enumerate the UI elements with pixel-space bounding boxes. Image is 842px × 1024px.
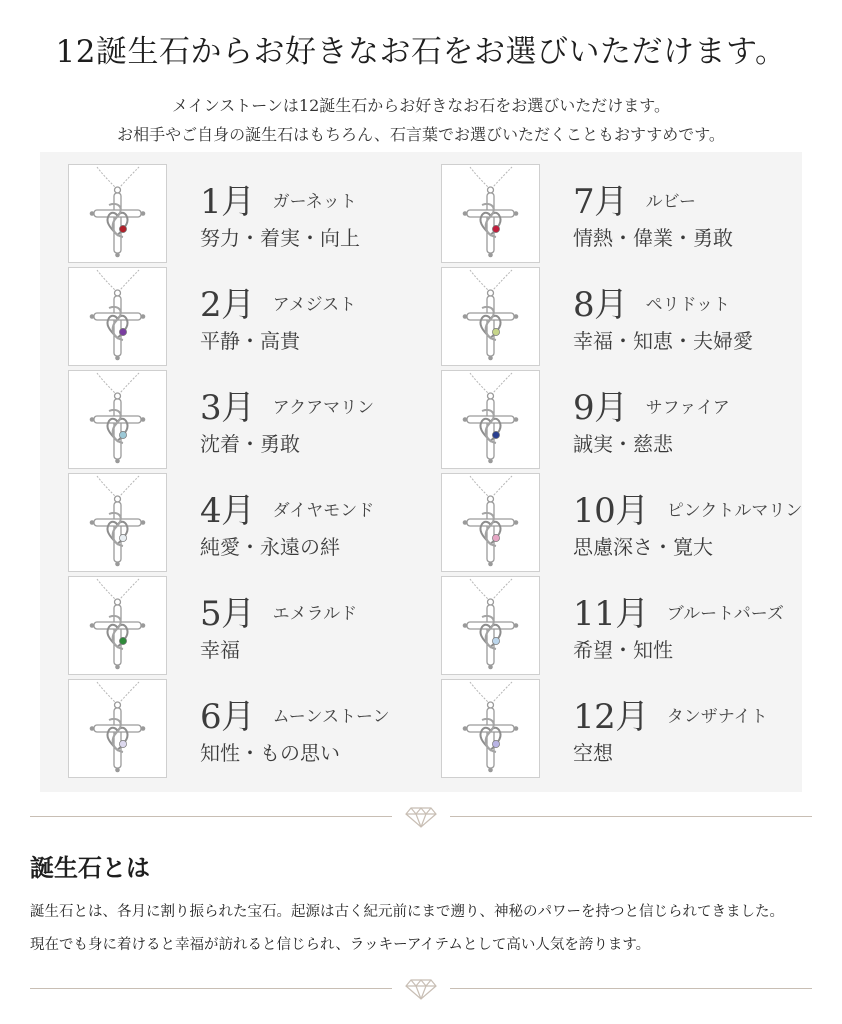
month-label: 10月 (573, 491, 649, 531)
stone-name: アメジスト (272, 295, 357, 315)
diamond-icon (405, 978, 437, 1000)
stone-name: ダイヤモンド (272, 501, 375, 521)
stone-name: エメラルド (272, 604, 358, 624)
month-label: 11月 (573, 594, 649, 634)
month-label: 6月 (200, 697, 255, 737)
month-heading (573, 483, 802, 532)
divider-bottom (30, 978, 812, 1000)
month-heading (200, 380, 374, 429)
month-label: 4月 (200, 491, 255, 531)
month-heading (200, 586, 357, 635)
stone-meaning: 知性・もの思い (200, 741, 340, 765)
month-label: 7月 (573, 182, 628, 222)
month-heading (200, 689, 390, 738)
month-heading (200, 483, 374, 532)
month-label: 8月 (573, 285, 628, 325)
month-heading (200, 174, 357, 223)
birthstone-card (40, 152, 410, 252)
stone-name: ルビー (645, 192, 696, 212)
month-label: 1月 (200, 182, 255, 222)
intro-line-1: メインストーンは12誕生石からお好きなお石をお選びいただけます。 (172, 96, 670, 115)
page-title: 12誕生石からお好きなお石をお選びいただけます。 (55, 34, 787, 70)
pendant-image (68, 679, 167, 778)
stone-meaning: 幸福・知恵・夫婦愛 (573, 329, 753, 353)
birthstone-card (413, 152, 783, 252)
stone-meaning: 沈着・勇敢 (200, 432, 300, 456)
pendant-image (441, 267, 540, 366)
pendant-image (68, 576, 167, 675)
stone-name: サファイア (645, 398, 730, 418)
pendant-image (441, 370, 540, 469)
pendant-image (441, 576, 540, 675)
pendant-image (68, 267, 167, 366)
section-text-2: 現在でも身に着けると幸福が訪れると信じられ、ラッキーアイテムとして高い人気を誇ります。 (30, 937, 651, 953)
month-label: 9月 (573, 388, 628, 428)
birthstone-card (40, 461, 410, 561)
stone-meaning: 空想 (573, 741, 613, 765)
stone-name: タンザナイト (666, 707, 768, 727)
stone-name: ペリドット (645, 295, 730, 315)
birthstone-card (413, 667, 783, 767)
birthstone-card (40, 255, 410, 355)
birthstone-card (40, 564, 410, 664)
pendant-image (441, 164, 540, 263)
birthstone-card (40, 358, 410, 458)
stone-name: ガーネット (272, 192, 357, 212)
birthstone-card (413, 255, 783, 355)
month-heading (573, 277, 730, 326)
stone-meaning: 平静・高貴 (200, 329, 300, 353)
pendant-image (68, 473, 167, 572)
stone-name: アクアマリン (272, 398, 375, 418)
stone-meaning: 努力・着実・向上 (200, 226, 360, 250)
month-heading (573, 174, 696, 223)
section-title: 誕生石とは (30, 854, 150, 882)
birthstone-card (413, 358, 783, 458)
birthstone-card (40, 667, 410, 767)
stone-meaning: 情熱・偉業・勇敢 (573, 226, 733, 250)
stone-name: ムーンストーン (272, 707, 390, 727)
month-heading (200, 277, 356, 326)
divider-top (30, 806, 812, 828)
pendant-image (68, 370, 167, 469)
month-label: 12月 (573, 697, 649, 737)
stone-meaning: 幸福 (200, 638, 240, 662)
stone-meaning: 思慮深さ・寛大 (573, 535, 713, 559)
pendant-image (68, 164, 167, 263)
stone-meaning: 誠実・慈悲 (573, 432, 673, 456)
stone-name: ピンクトルマリン (666, 501, 803, 521)
stone-name: ブルートパーズ (666, 604, 784, 624)
birthstone-card (413, 564, 783, 664)
month-heading (573, 380, 730, 429)
pendant-image (441, 679, 540, 778)
month-heading (573, 586, 784, 635)
month-label: 5月 (200, 594, 255, 634)
month-label: 2月 (200, 285, 255, 325)
section-text-1: 誕生石とは、各月に割り振られた宝石。起源は古く紀元前にまで遡り、神秘のパワーを持つと信じられてきました。 (30, 904, 784, 920)
birthstone-card (413, 461, 803, 561)
intro-line-2: お相手やご自身の誕生石はもちろん、石言葉でお選びいただくこともおすすめです。 (117, 125, 725, 144)
stone-meaning: 純愛・永遠の絆 (200, 535, 340, 559)
pendant-image (441, 473, 540, 572)
month-label: 3月 (200, 388, 255, 428)
diamond-icon (405, 806, 437, 828)
stone-meaning: 希望・知性 (573, 638, 673, 662)
month-heading (573, 689, 768, 738)
